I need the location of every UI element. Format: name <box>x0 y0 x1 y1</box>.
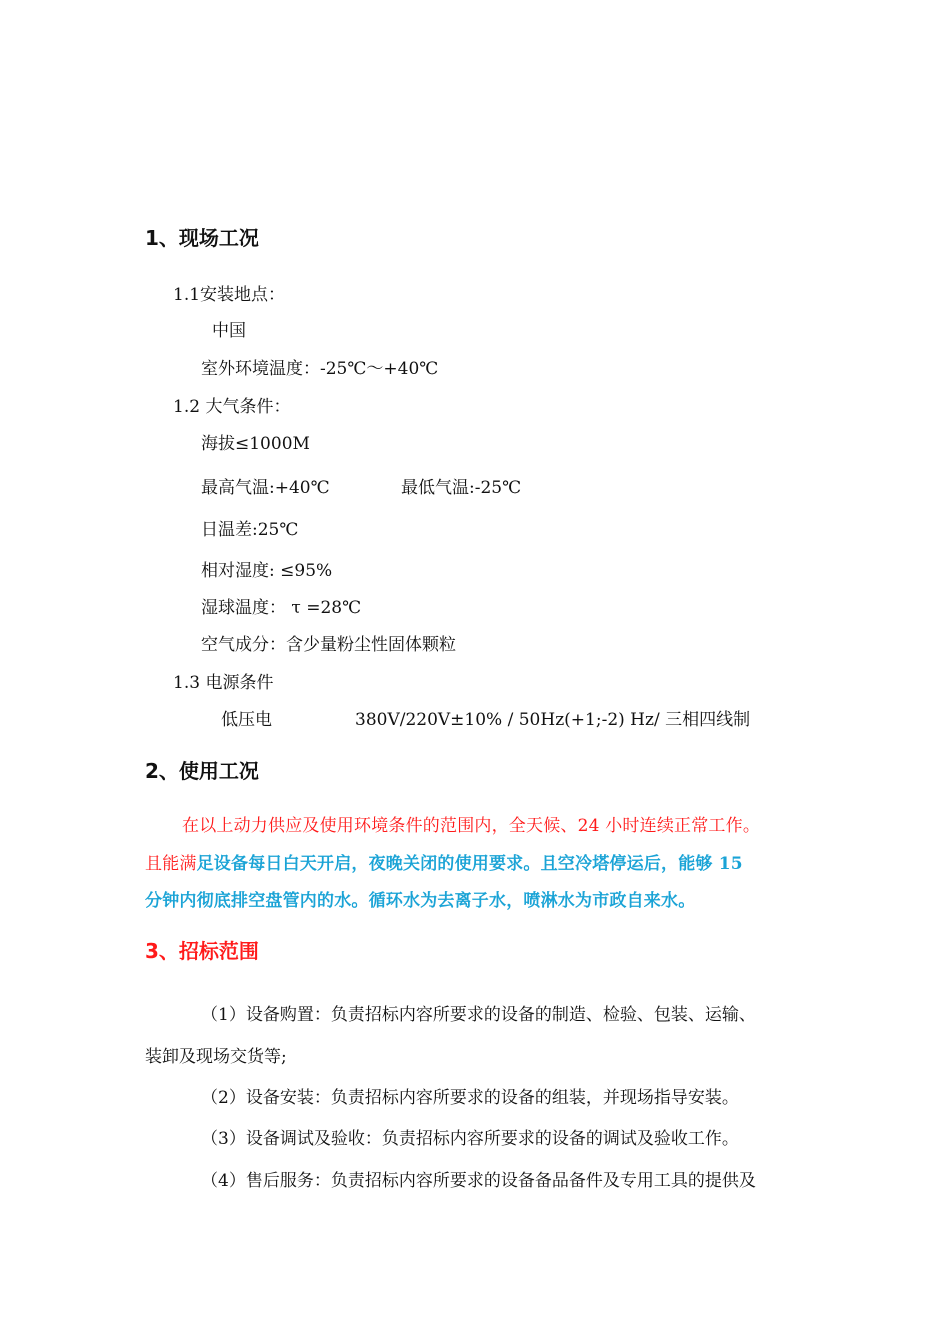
sub1-heading: 1.1安装地点： <box>173 285 286 305</box>
scope-item-3: （3）设备调试及验收：负责招标内容所要求的设备的调试及验收工作。 <box>201 1129 739 1149</box>
outdoor-temp: 室外环境温度：-25℃～+40℃ <box>201 359 439 379</box>
power-label: 低压电 <box>221 710 272 730</box>
usage-line-1: 在以上动力供应及使用环境条件的范围内，全天候、24 小时连续正常工作。 <box>182 816 761 836</box>
air-composition: 空气成分：含少量粉尘性固体颗粒 <box>201 635 456 655</box>
scope-item-2: （2）设备安装：负责招标内容所要求的设备的组装，并现场指导安装。 <box>201 1088 739 1108</box>
section3-title: 3、招标范围 <box>145 939 259 963</box>
section2-title: 2、使用工况 <box>145 759 259 783</box>
humidity: 相对湿度: ≤95% <box>201 561 333 581</box>
daily-temp-diff: 日温差:25℃ <box>201 520 299 540</box>
altitude: 海拔≤1000M <box>201 434 310 454</box>
usage-line-2-cyan: 足设备每日白天开启，夜晚关闭的使用要求。且空冷塔停运后，能够 15 <box>196 854 743 874</box>
sub2-heading: 1.2 大气条件： <box>173 397 291 417</box>
power-spec: 380V/220V±10% / 50Hz(+1;-2) Hz/ 三相四线制 <box>355 710 751 730</box>
scope-item-1a: （1）设备购置：负责招标内容所要求的设备的制造、检验、包装、运输、 <box>201 1005 756 1025</box>
usage-line-3: 分钟内彻底排空盘管内的水。循环水为去离子水，喷淋水为市政自来水。 <box>145 891 696 911</box>
min-temp: 最低气温:-25℃ <box>401 478 522 498</box>
wet-bulb-temp: 湿球温度： τ =28℃ <box>201 598 362 618</box>
usage-line-2 <box>145 849 743 874</box>
location-value: 中国 <box>212 321 246 341</box>
scope-item-4: （4）售后服务：负责招标内容所要求的设备备品备件及专用工具的提供及 <box>201 1171 756 1191</box>
usage-line-2-red: 且能满 <box>145 854 197 874</box>
scope-item-1b: 装卸及现场交货等; <box>145 1047 287 1067</box>
sub3-heading: 1.3 电源条件 <box>173 673 274 693</box>
section1-title: 1、现场工况 <box>145 226 259 250</box>
max-temp: 最高气温:+40℃ <box>201 478 330 498</box>
